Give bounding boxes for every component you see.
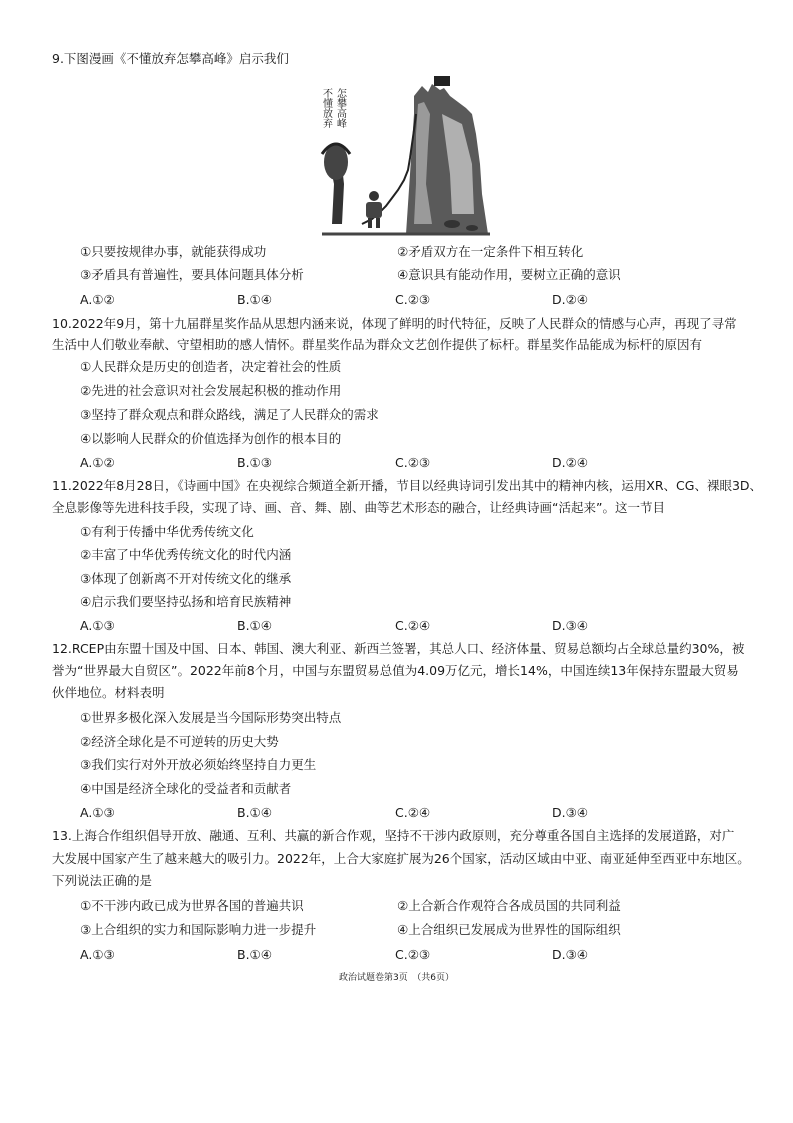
- climber-leg: [368, 218, 372, 228]
- q11-choice-d: D.③④: [552, 618, 589, 633]
- q11-option-4: ④启示我们要坚持弘扬和培育民族精神: [80, 594, 292, 609]
- q9-choice-a: A.①②: [80, 292, 115, 307]
- q12-choice-c: C.②④: [395, 805, 431, 820]
- q12-option-4: ④中国是经济全球化的受益者和贡献者: [80, 781, 292, 796]
- shrub: [466, 225, 478, 231]
- q11-option-1: ①有利于传播中华优秀传统文化: [80, 524, 254, 539]
- q10-option-1: ①人民群众是历史的创造者，决定着社会的性质: [80, 359, 342, 374]
- summit-figure: [434, 76, 450, 86]
- q10-choice-c: C.②③: [395, 455, 431, 470]
- q12-choice-d: D.③④: [552, 805, 589, 820]
- q11-choice-c: C.②④: [395, 618, 431, 633]
- q12-option-3: ③我们实行对外开放必须始终坚持自力更生: [80, 757, 317, 772]
- q11-option-2: ②丰富了中华优秀传统文化的时代内涵: [80, 547, 292, 562]
- q9-choice-d: D.②④: [552, 292, 589, 307]
- q12-stem-line-1: 12.RCEP由东盟十国及中国、日本、韩国、澳大利亚、新西兰签署，其总人口、经济体量、贸易总额均占全球总量约30%，被: [52, 641, 745, 656]
- q9-option-4: ④意识具有能动作用，要树立正确的意识: [397, 267, 621, 282]
- q9-option-3: ③矛盾具有普遍性，要具体问题具体分析: [80, 267, 304, 282]
- q13-stem-line-2: 大发展中国家产生了越来越大的吸引力。2022年，上合大家庭扩展为26个国家，活动区域由中亚、南亚延伸至西亚中东地区。: [52, 851, 750, 866]
- q13-option-1: ①不干涉内政已成为世界各国的普遍共识: [80, 898, 304, 913]
- q12-stem-line-3: 伙伴地位。材料表明: [52, 685, 165, 700]
- q10-stem-line-2: 生活中人们敬业奉献、守望相助的感人情怀。群星奖作品为群众文艺创作提供了标杆。群星奖作品能成为标杆的原因有: [52, 337, 703, 352]
- shrub: [444, 220, 460, 228]
- q9-choice-c: C.②③: [395, 292, 431, 307]
- q9-option-2: ②矛盾双方在一定条件下相互转化: [397, 244, 584, 259]
- q13-stem-line-3: 下列说法正确的是: [52, 873, 153, 888]
- cartoon-caption-1: 不懂放弃: [320, 88, 332, 128]
- q12-option-2: ②经济全球化是不可逆转的历史大势: [80, 734, 279, 749]
- climber-head: [369, 191, 379, 201]
- q10-choice-d: D.②④: [552, 455, 589, 470]
- q10-option-2: ②先进的社会意识对社会发展起积极的推动作用: [80, 383, 342, 398]
- q11-option-3: ③体现了创新离不开对传统文化的继承: [80, 571, 292, 586]
- q13-choice-a: A.①③: [80, 947, 115, 962]
- q10-choice-a: A.①②: [80, 455, 115, 470]
- q10-stem-line-1: 10.2022年9月，第十九届群星奖作品从思想内涵来说，体现了鲜明的时代特征，反映了人民群众的情感与心声，再现了寻常: [52, 316, 737, 331]
- climber-leg: [376, 218, 380, 228]
- q13-stem-line-1: 13.上海合作组织倡导开放、融通、互利、共赢的新合作观，坚持不干涉内政原则，充分尊重各国自主选择的发展道路，对广: [52, 828, 735, 843]
- q11-stem-line-1: 11.2022年8月28日，《诗画中国》在央视综合频道全新开播，节目以经典诗词引发出其中的精神内核，运用XR、CG、裸眼3D、: [52, 478, 763, 493]
- cartoon-caption-2: 怎攀高峰: [334, 88, 346, 128]
- q11-choice-a: A.①③: [80, 618, 115, 633]
- q13-option-4: ④上合组织已发展成为世界性的国际组织: [397, 922, 621, 937]
- q9-choice-b: B.①④: [237, 292, 272, 307]
- q11-stem-line-2: 全息影像等先进科技手段，实现了诗、画、音、舞、剧、曲等艺术形态的融合，让经典诗画“活起来”。这一节目: [52, 500, 665, 515]
- q13-choice-d: D.③④: [552, 947, 589, 962]
- q12-stem-line-2: 誉为“世界最大自贸区”。2022年前8个月，中国与东盟贸易总值为4.09万亿元，增长14%，中国连续13年保持东盟最大贸易: [52, 663, 739, 678]
- q13-choice-c: C.②③: [395, 947, 431, 962]
- q13-option-2: ②上合新合作观符合各成员国的共同利益: [397, 898, 621, 913]
- q9-option-1: ①只要按规律办事，就能获得成功: [80, 244, 267, 259]
- cartoon-illustration: [322, 74, 490, 240]
- q10-option-3: ③坚持了群众观点和群众路线，满足了人民群众的需求: [80, 407, 379, 422]
- q10-option-4: ④以影响人民群众的价值选择为创作的根本目的: [80, 431, 342, 446]
- q12-choice-b: B.①④: [237, 805, 272, 820]
- q11-choice-b: B.①④: [237, 618, 272, 633]
- q10-choice-b: B.①③: [237, 455, 272, 470]
- q9-title: 9.下图漫画《不懂放弃怎攀高峰》启示我们: [52, 51, 289, 66]
- q13-choice-b: B.①④: [237, 947, 272, 962]
- page-footer: 政治试题卷第3页 （共6页）: [339, 973, 454, 983]
- q13-option-3: ③上合组织的实力和国际影响力进一步提升: [80, 922, 317, 937]
- climber-body: [366, 202, 382, 218]
- q12-option-1: ①世界多极化深入发展是当今国际形势突出特点: [80, 710, 342, 725]
- q12-choice-a: A.①③: [80, 805, 115, 820]
